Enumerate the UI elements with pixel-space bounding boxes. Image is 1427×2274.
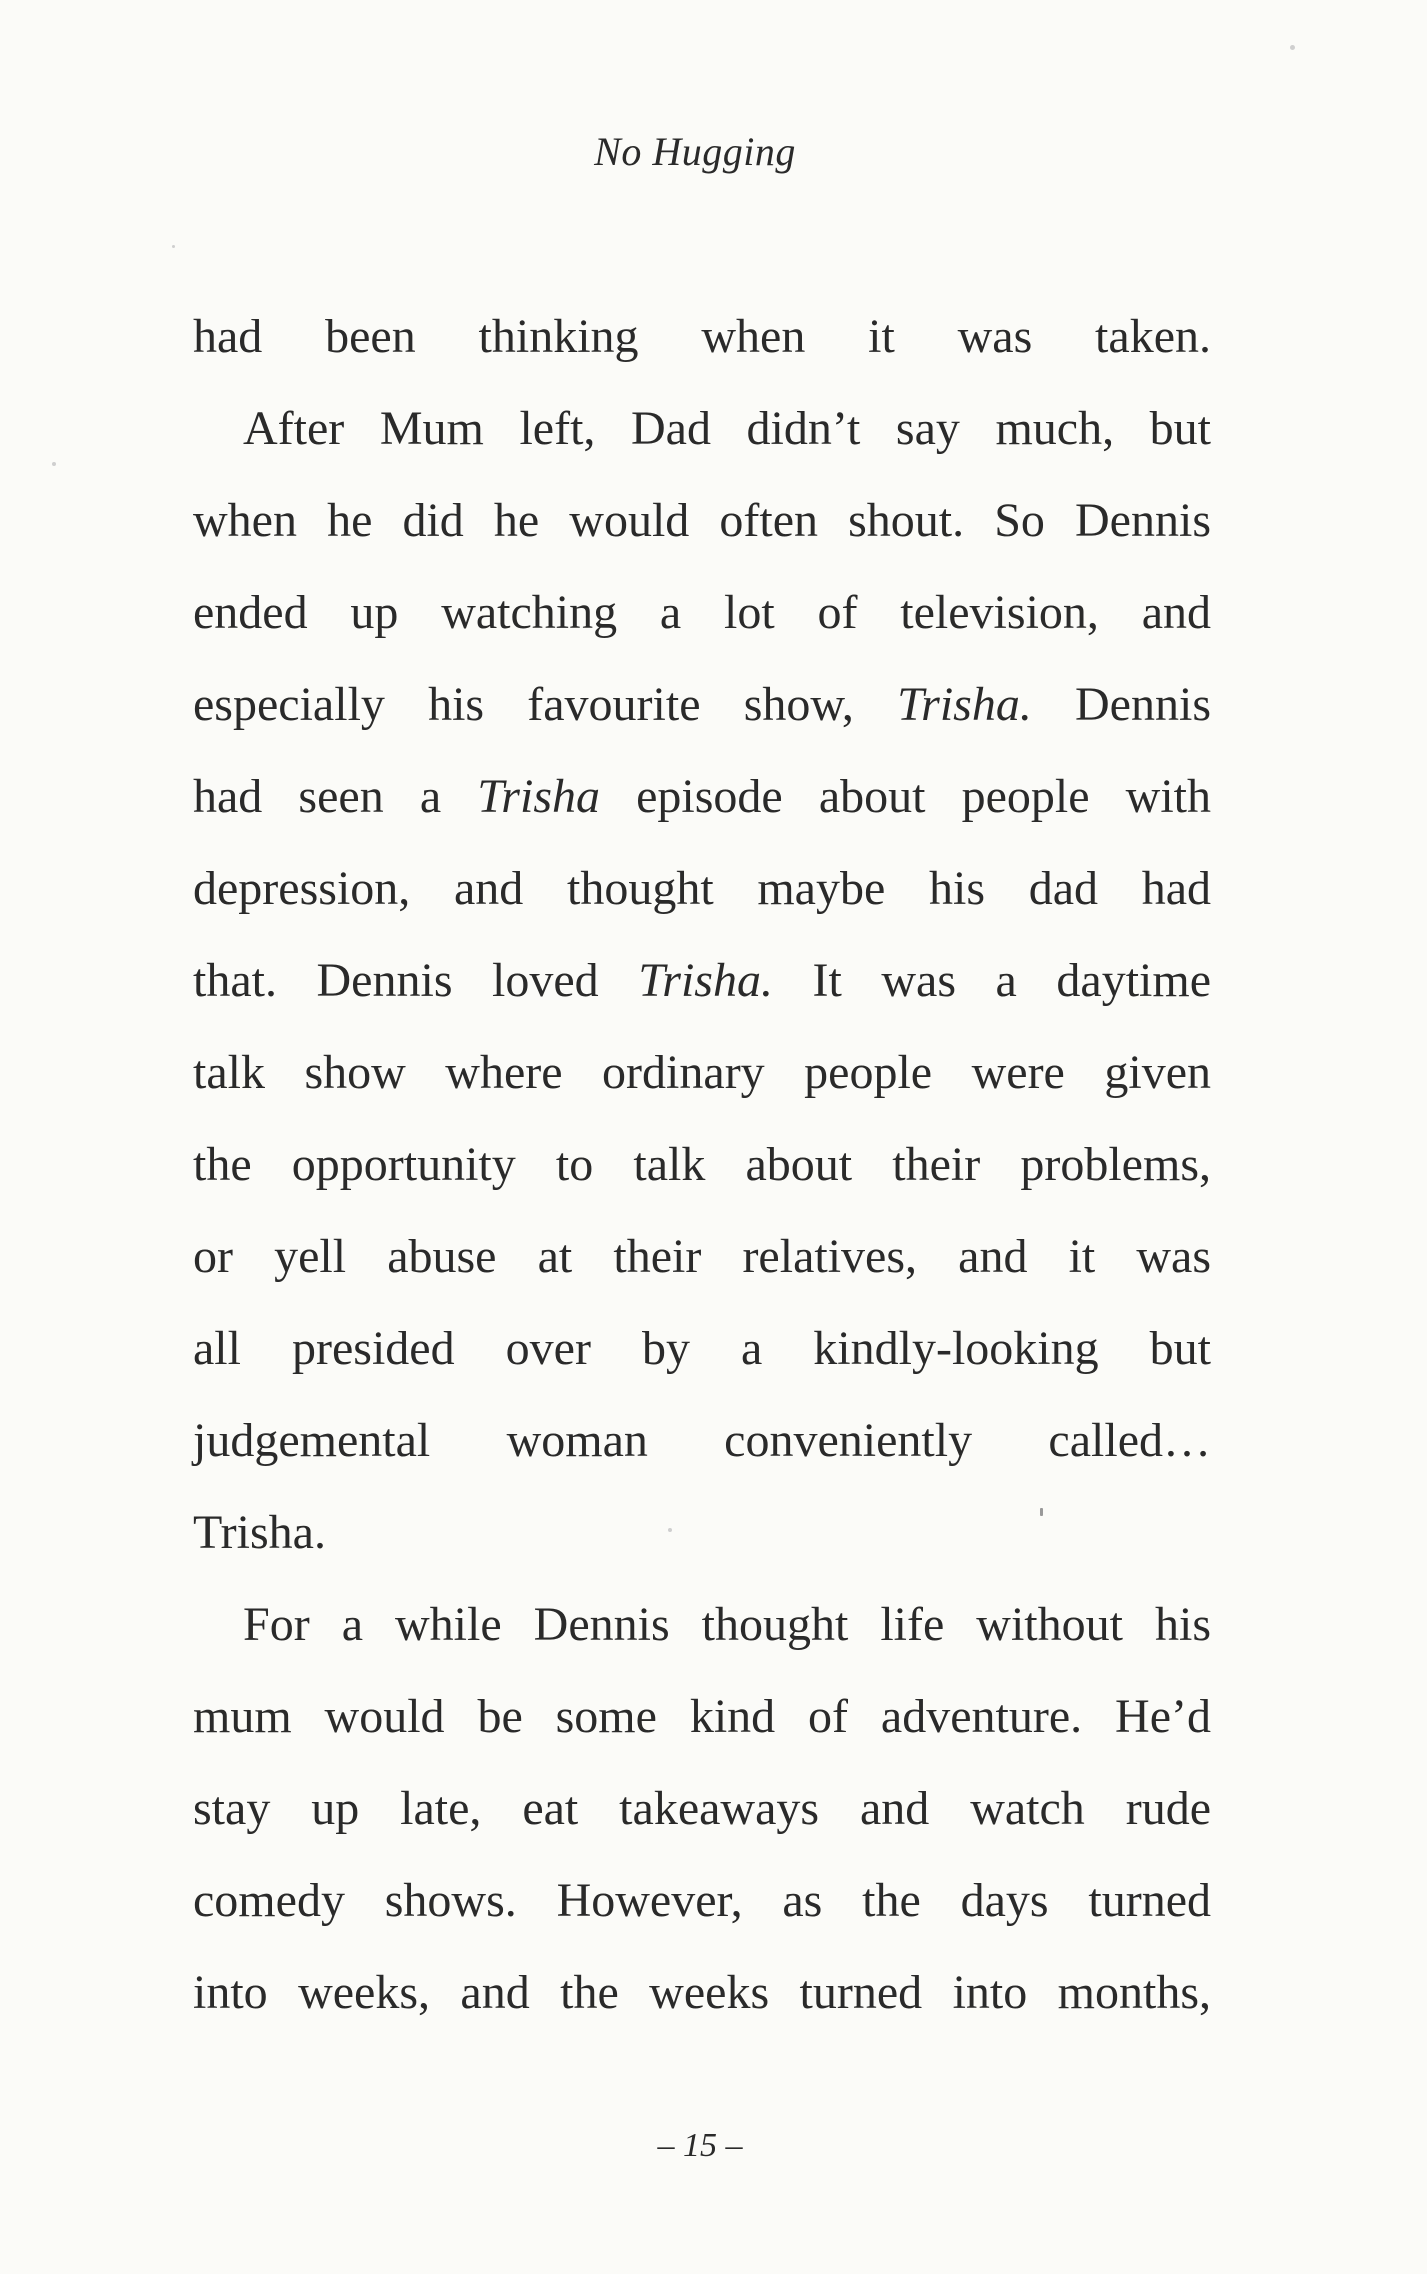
text-segment: or yell abuse at their relatives, and it was bbox=[193, 1230, 1211, 1283]
text-line bbox=[193, 383, 1211, 475]
text-line bbox=[193, 1855, 1211, 1947]
text-line bbox=[193, 751, 1211, 843]
text-line bbox=[193, 475, 1211, 567]
text-segment: For a while Dennis thought life without his bbox=[243, 1598, 1211, 1651]
italic-title: Trisha. bbox=[638, 954, 773, 1007]
text-segment: when he did he would often shout. So Dennis bbox=[193, 494, 1211, 547]
text-line bbox=[193, 1947, 1211, 2039]
text-segment: depression, and thought maybe his dad had bbox=[193, 862, 1211, 915]
text-segment: all presided over by a kindly-looking but bbox=[193, 1322, 1211, 1375]
scan-speck bbox=[1040, 1508, 1043, 1516]
text-segment: into weeks, and the weeks turned into months, bbox=[193, 1966, 1211, 2019]
text-segment: that. Dennis loved bbox=[193, 954, 639, 1007]
text-segment: stay up late, eat takeaways and watch rude bbox=[193, 1782, 1211, 1835]
scan-speck bbox=[1290, 45, 1295, 50]
italic-title: Trisha. bbox=[897, 678, 1032, 731]
scan-speck bbox=[52, 462, 56, 466]
text-line bbox=[193, 935, 1211, 1027]
text-line bbox=[193, 291, 1211, 383]
text-segment: It was a daytime bbox=[772, 954, 1212, 1007]
text-line bbox=[193, 1763, 1211, 1855]
text-line bbox=[193, 659, 1211, 751]
text-line bbox=[193, 1395, 1211, 1487]
text-segment: ended up watching a lot of television, and bbox=[193, 586, 1211, 639]
scan-speck bbox=[172, 245, 175, 248]
running-head: No Hugging bbox=[594, 129, 796, 174]
text-segment: the opportunity to talk about their problems, bbox=[193, 1138, 1211, 1191]
italic-title: Trisha bbox=[477, 770, 600, 823]
text-segment: especially his favourite show, bbox=[193, 678, 898, 731]
text-line bbox=[193, 1487, 1211, 1579]
text-segment: talk show where ordinary people were given bbox=[193, 1046, 1211, 1099]
text-line bbox=[193, 843, 1211, 935]
text-segment: Trisha. bbox=[193, 1506, 326, 1559]
body-text bbox=[193, 291, 1211, 2039]
text-segment: comedy shows. However, as the days turned bbox=[193, 1874, 1211, 1927]
text-line bbox=[193, 567, 1211, 659]
text-segment: had seen a bbox=[193, 770, 478, 823]
text-segment: episode about people with bbox=[600, 770, 1212, 823]
page-number: – 15 – bbox=[657, 2127, 743, 2164]
text-segment: judgemental woman conveniently called… bbox=[193, 1414, 1211, 1467]
text-line bbox=[193, 1303, 1211, 1395]
text-line bbox=[193, 1119, 1211, 1211]
text-segment: had been thinking when it was taken. bbox=[193, 310, 1211, 363]
text-line bbox=[193, 1579, 1211, 1671]
text-line bbox=[193, 1027, 1211, 1119]
text-line bbox=[193, 1211, 1211, 1303]
text-segment: After Mum left, Dad didn’t say much, but bbox=[243, 402, 1211, 455]
scan-speck bbox=[668, 1528, 672, 1532]
text-line bbox=[193, 1671, 1211, 1763]
text-segment: Dennis bbox=[1031, 678, 1211, 731]
text-segment: mum would be some kind of adventure. He’d bbox=[193, 1690, 1211, 1743]
